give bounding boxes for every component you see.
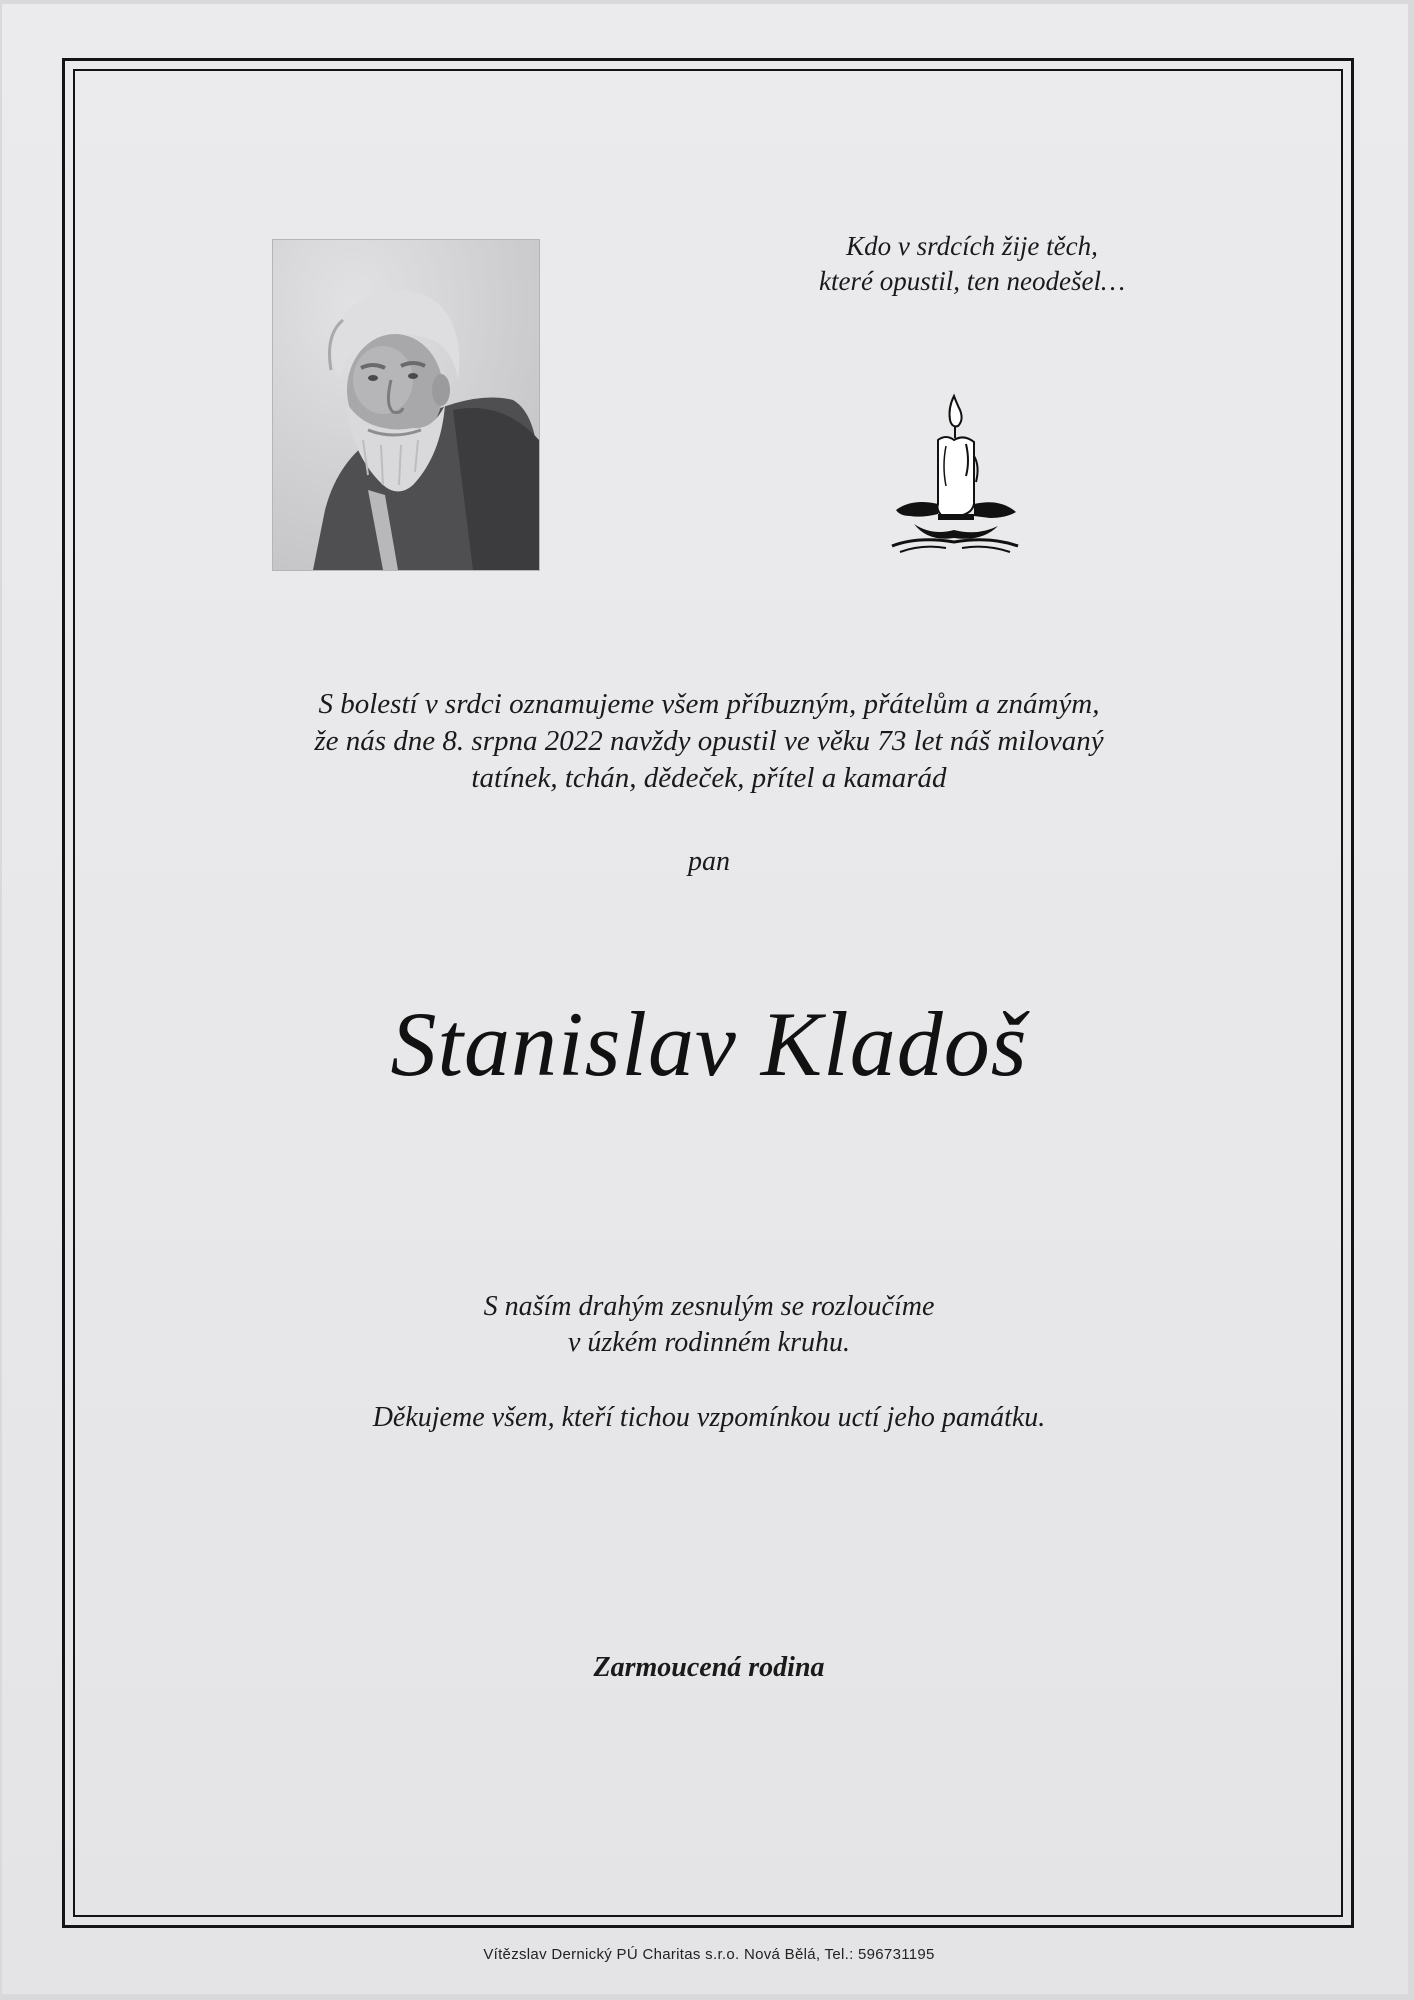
motto xyxy=(762,229,1182,299)
motto-line: Kdo v srdcích žije těch, xyxy=(846,231,1098,261)
farewell-note xyxy=(152,1289,1266,1361)
portrait-photo-icon xyxy=(273,240,539,570)
announcement-line: tatínek, tchán, dědeček, přítel a kamarád xyxy=(471,762,947,794)
motto-line: které opustil, ten neodešel… xyxy=(819,266,1125,296)
deceased-name: Stanislav Kladoš xyxy=(390,993,1028,1095)
farewell-line: v úzkém rodinném kruhu. xyxy=(567,1327,850,1358)
farewell-line: S naším drahým zesnulým se rozloučíme xyxy=(483,1291,935,1322)
funeral-service-footer: Vítězslav Dernický PÚ Charitas s.r.o. Nová Bělá, Tel.: 596731195 xyxy=(483,1946,935,1963)
portrait-photo xyxy=(272,239,540,571)
announcement xyxy=(152,686,1266,797)
announcement-line: S bolestí v srdci oznamujeme všem příbuzným, přátelům a známým, xyxy=(318,688,1100,720)
signature: Zarmoucená rodina xyxy=(593,1652,825,1683)
salutation: pan xyxy=(688,846,730,877)
obituary-sheet xyxy=(2,4,1408,1994)
announcement-line: že nás dne 8. srpna 2022 navždy opustil ve věku 73 let náš milovaný xyxy=(314,725,1104,757)
candle xyxy=(882,386,1022,562)
thanks-note: Děkujeme všem, kteří tichou vzpomínkou uctí jeho památku. xyxy=(372,1402,1046,1433)
candle-icon xyxy=(882,386,1022,562)
